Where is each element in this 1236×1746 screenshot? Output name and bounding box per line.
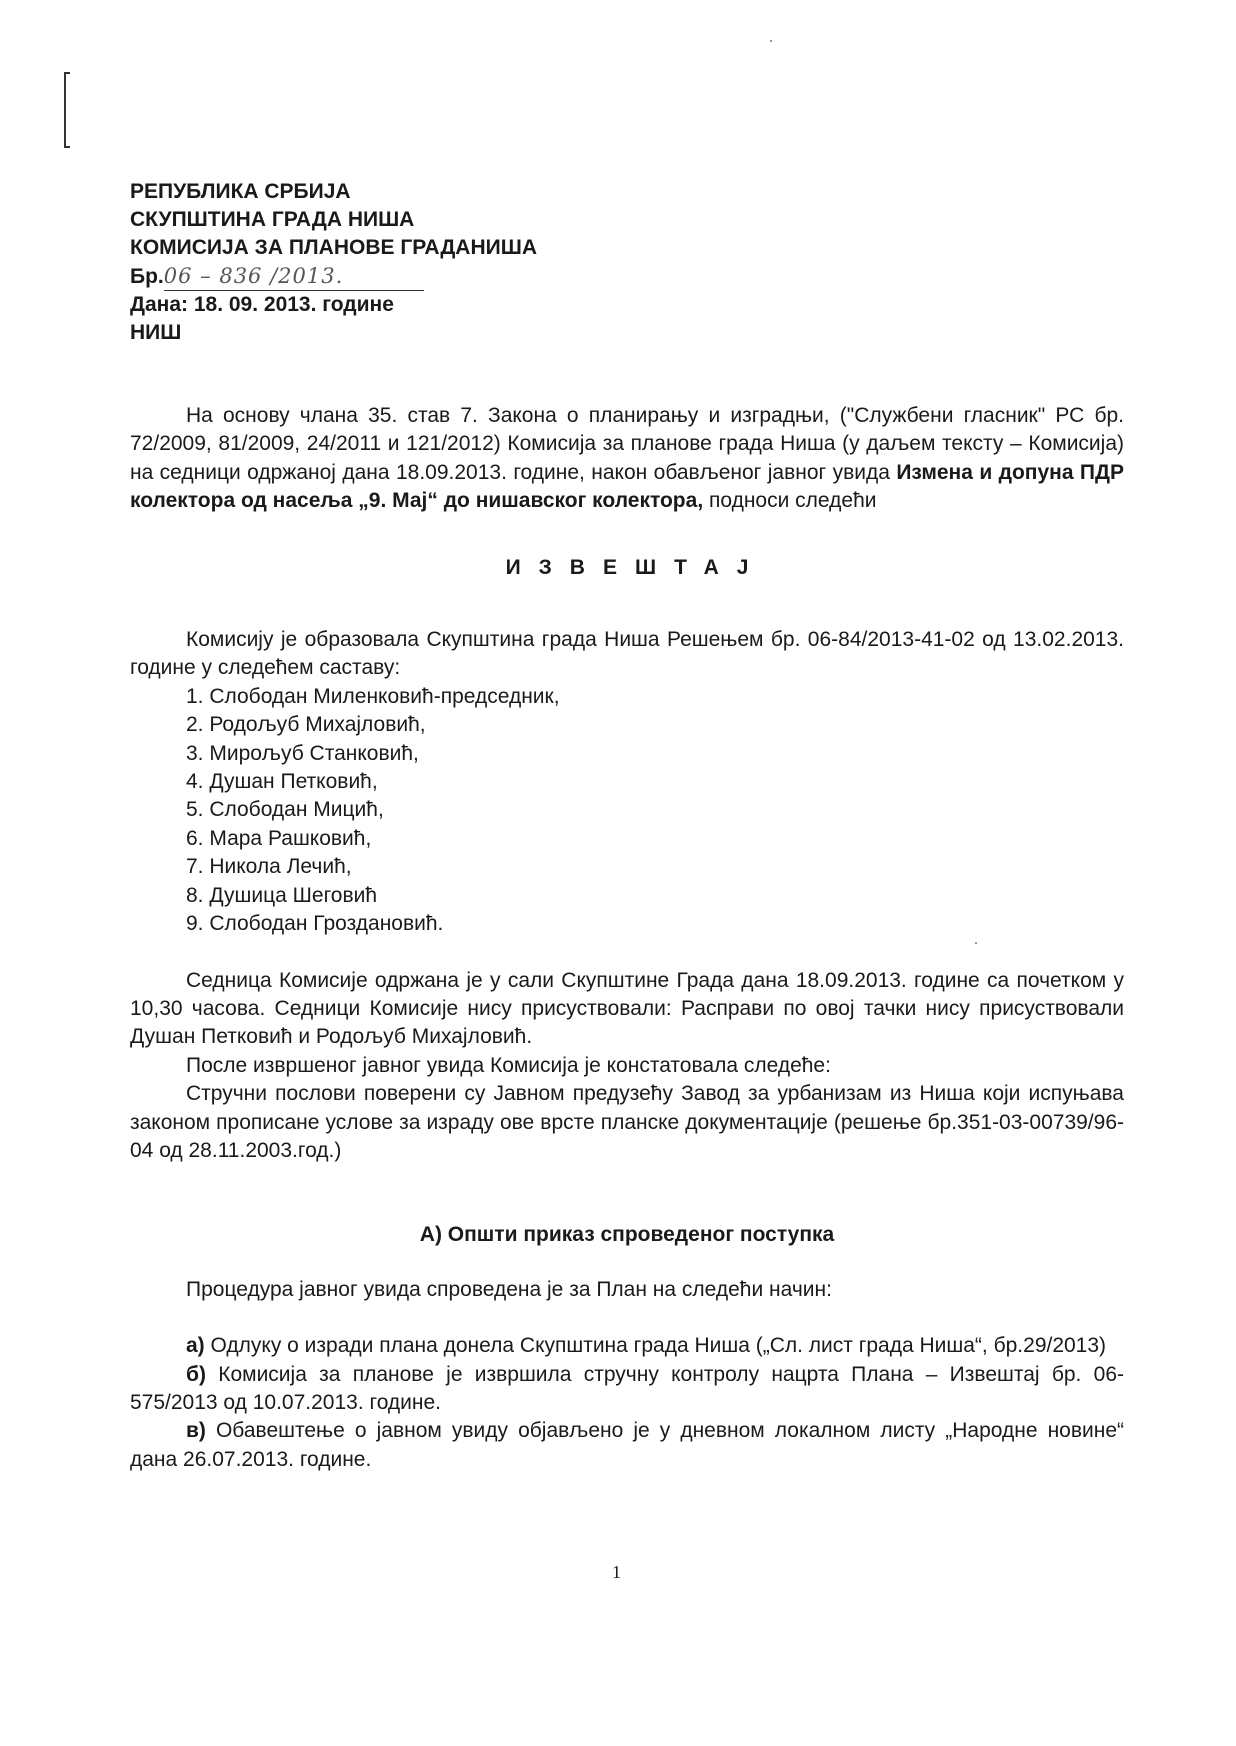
header-date: Дана: 18. 09. 2013. године [130, 293, 394, 316]
item-text: Обавештење о јавном увиду објављено је у дневном локалном листу „Народне новине“ дана 26.07.2013. године. [130, 1419, 1124, 1471]
item-label: в) [186, 1419, 206, 1443]
header-number [130, 262, 537, 291]
report-title: ИЗВЕШТАЈ [505, 555, 767, 579]
list-item: 8. Душица Шеговић [186, 883, 378, 907]
header-commission: КОМИСИЈА ЗА ПЛАНОВЕ ГРАДАНИША [130, 236, 537, 259]
header-assembly: СКУПШТИНА ГРАДА НИША [130, 208, 415, 231]
intro-text-start: На основу члана 35. став 7. Закона о планирању и изградњи, ("Службени гласник" РС бр. 72/2009, 81/2009, 24/2011 и 121/2012) Комисија за планове града Ниша (у даљем тексту – Комисија) на седници одржаној дана 18.09.2013. године, након обављеног јавног увида [130, 404, 1124, 484]
item-text: Одлуку о изради плана донела Скупштина града Ниша („Сл. лист града Ниша“, бр.29/2013) [204, 1334, 1107, 1358]
page-number: 1 [612, 1562, 621, 1582]
scan-speck [770, 40, 772, 42]
intro-paragraph [130, 402, 1124, 516]
document-header [130, 178, 537, 347]
list-item: 9. Слободан Гроздановић. [186, 912, 444, 936]
section-a-title: А) Општи приказ спроведеног поступка [419, 1223, 835, 1247]
handwritten-number: 06 – 836 /2013. [164, 262, 424, 291]
item-text: Комисија за планове је извршила стручну контролу нацрта Плана – Извештај бр. 06-575/2013 од 10.07.2013. године. [130, 1362, 1124, 1414]
header-city: НИШ [130, 321, 182, 344]
number-label: Бр. [130, 265, 164, 288]
procedure-item-b [130, 1361, 1124, 1418]
margin-bracket-mark [64, 72, 70, 148]
procedure-item-v [130, 1417, 1124, 1474]
procedure-item-a [130, 1332, 1124, 1360]
procedure-intro: Процедура јавног увида спроведена је за План на следећи начин: [186, 1277, 832, 1301]
expert-work-paragraph: Стручни послови поверени су Јавном предузећу Завод за урбанизам из Ниша који испуњава законом прописане услове за израду ове врсте планске документације (решење бр.351-03-00739/96-04 од 28.11.2003.год.) [130, 1082, 1124, 1162]
intro-plan-name: Измена и допуна ПДР колектора од насеља „9. Мај“ до нишавског колектора, [130, 460, 1124, 513]
members-list [130, 683, 1124, 939]
item-label: б) [186, 1362, 206, 1386]
list-item: 5. Слободан Мицић, [186, 798, 384, 822]
item-label: а) [186, 1334, 205, 1358]
document-body [130, 402, 1124, 1474]
list-item: 4. Душан Петковић, [186, 770, 378, 794]
intro-text-end: подноси следећи [703, 489, 877, 513]
header-republic: РЕПУБЛИКА СРБИЈА [130, 180, 351, 203]
findings-paragraph: После извршеног јавног увида Комисија је констатовала следеће: [186, 1053, 831, 1077]
list-item: 7. Никола Лечић, [186, 855, 352, 879]
composition-paragraph: Комисију је образовала Скупштина града Ниша Решењем бр. 06-84/2013-41-02 од 13.02.2013. године у следећем саставу: [130, 628, 1124, 680]
session-paragraph: Седница Комисије одржана је у сали Скупштине Града дана 18.09.2013. године са почетком у 10,30 часова. Седници Комисије нису присуствовали: Расправи по овој тачки нису присуствовали Душан Петковић и Родољуб Михајловић. [130, 968, 1124, 1049]
list-item: 6. Мара Рашковић, [186, 826, 372, 850]
list-item: 2. Родољуб Михајловић, [186, 713, 426, 737]
list-item: 1. Слободан Миленковић-председник, [186, 684, 560, 708]
list-item: 3. Мирољуб Станковић, [186, 741, 419, 765]
